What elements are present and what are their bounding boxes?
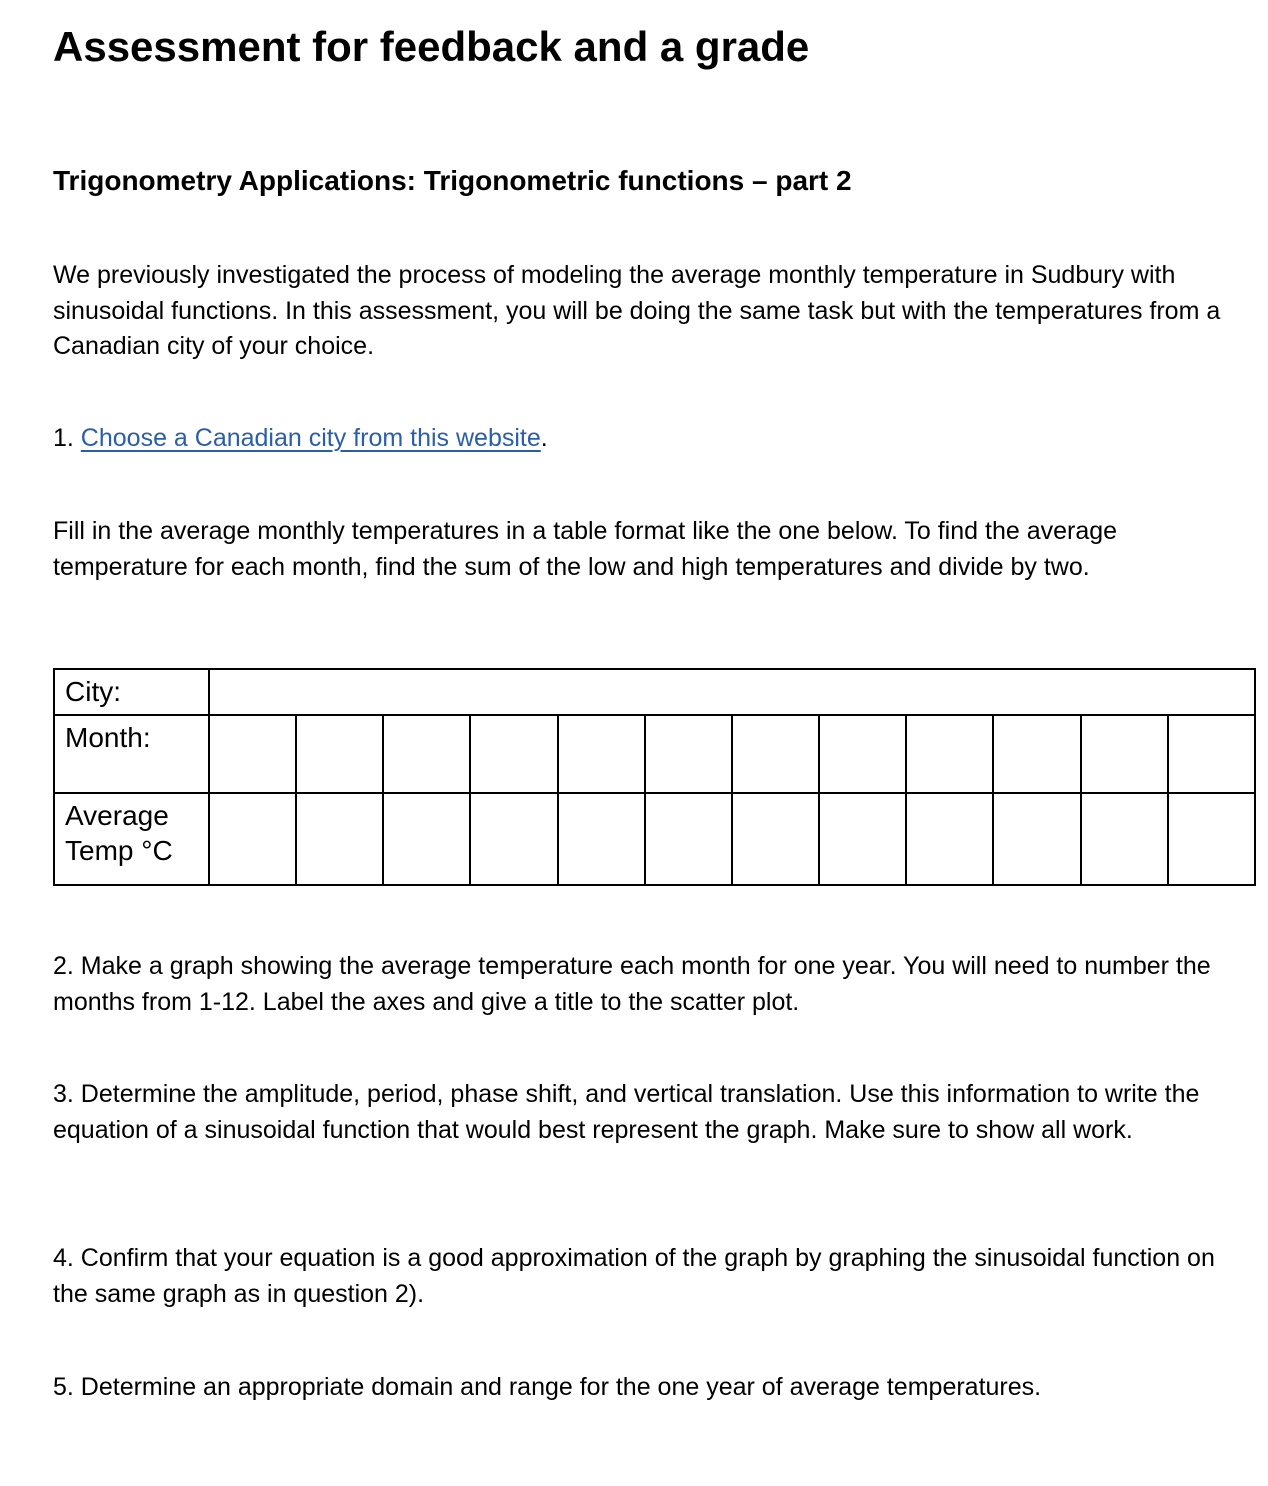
month-cell[interactable] bbox=[819, 715, 906, 793]
page-title: Assessment for feedback and a grade bbox=[53, 23, 810, 70]
question-2: 2. Make a graph showing the average temperature each month for one year. You will need to number the months from 1-12. Label the axes and give a title to the scatter plot. bbox=[53, 952, 1211, 1016]
month-cell[interactable] bbox=[558, 715, 645, 793]
temp-cell[interactable] bbox=[906, 793, 993, 885]
question-3: 3. Determine the amplitude, period, phase shift, and vertical translation. Use this information to write the equation of a sinusoidal function that would best represent the graph. Make sure to show all work. bbox=[53, 1080, 1200, 1144]
table-row-city bbox=[54, 669, 1255, 715]
city-website-link[interactable]: Choose a Canadian city from this website bbox=[80, 424, 541, 452]
section-subtitle: Trigonometry Applications: Trigonometric functions – part 2 bbox=[53, 165, 852, 196]
month-cell[interactable] bbox=[470, 715, 557, 793]
month-cell[interactable] bbox=[993, 715, 1080, 793]
temp-cell[interactable] bbox=[819, 793, 906, 885]
temp-cell[interactable] bbox=[558, 793, 645, 885]
month-cell[interactable] bbox=[383, 715, 470, 793]
intro-paragraph: We previously investigated the process of modeling the average monthly temperature in Sudbury with sinusoidal functions. In this assessment, you will be doing the same task but with the temperatures from a Canadian city of your choice. bbox=[53, 261, 1221, 360]
temp-cell[interactable] bbox=[993, 793, 1080, 885]
month-cell[interactable] bbox=[296, 715, 383, 793]
question-1-number: 1. bbox=[53, 424, 81, 452]
temp-cell[interactable] bbox=[470, 793, 557, 885]
temp-cell[interactable] bbox=[209, 793, 296, 885]
temp-cell[interactable] bbox=[1081, 793, 1168, 885]
average-temp-label-line1: Average bbox=[65, 800, 169, 831]
temp-cell[interactable] bbox=[1168, 793, 1255, 885]
month-cell[interactable] bbox=[209, 715, 296, 793]
question-4: 4. Confirm that your equation is a good approximation of the graph by graphing the sinusoidal function on the same graph as in question 2). bbox=[53, 1244, 1215, 1308]
question-1 bbox=[53, 421, 1233, 457]
fill-instructions: Fill in the average monthly temperatures in a table format like the one below. To find the average temperature for each month, find the sum of the low and high temperatures and divide by two. bbox=[53, 517, 1118, 581]
month-cell[interactable] bbox=[906, 715, 993, 793]
temp-cell[interactable] bbox=[645, 793, 732, 885]
question-1-suffix: . bbox=[540, 424, 548, 452]
month-label: Month: bbox=[54, 715, 209, 793]
average-temp-label-line2: Temp °C bbox=[65, 835, 173, 866]
temp-cell[interactable] bbox=[732, 793, 819, 885]
average-temp-label bbox=[54, 793, 209, 885]
month-cell[interactable] bbox=[1081, 715, 1168, 793]
month-cell[interactable] bbox=[1168, 715, 1255, 793]
table-row-average-temp bbox=[54, 793, 1255, 885]
table-row-month bbox=[54, 715, 1255, 793]
temp-cell[interactable] bbox=[296, 793, 383, 885]
question-5: 5. Determine an appropriate domain and range for the one year of average temperatures. bbox=[53, 1373, 1042, 1401]
temp-cell[interactable] bbox=[383, 793, 470, 885]
city-input-cell[interactable] bbox=[209, 669, 1255, 715]
temperature-table bbox=[53, 668, 1256, 886]
city-label: City: bbox=[54, 669, 209, 715]
month-cell[interactable] bbox=[645, 715, 732, 793]
month-cell[interactable] bbox=[732, 715, 819, 793]
